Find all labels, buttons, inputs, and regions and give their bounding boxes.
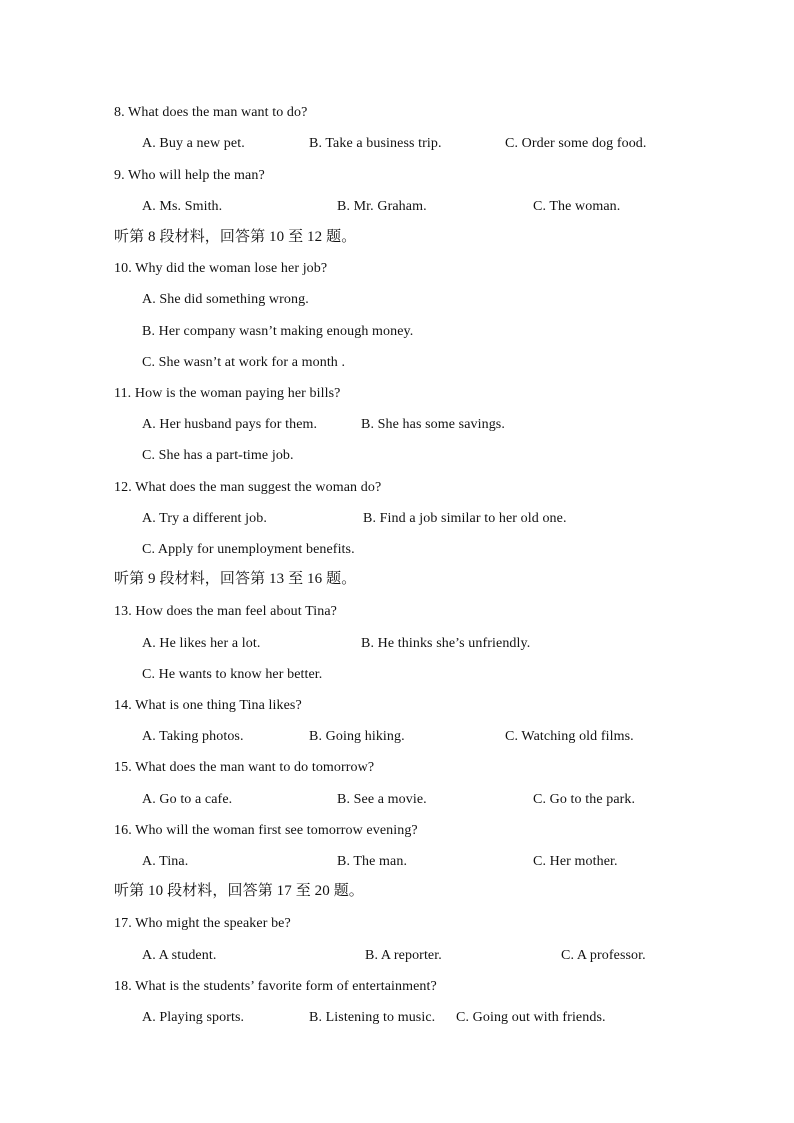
- question-18-option-c: C. Going out with friends.: [456, 1010, 606, 1025]
- question-17-option-a: A. A student.: [142, 948, 217, 963]
- question-16-stem: 16. Who will the woman first see tomorrow evening?: [114, 823, 418, 838]
- question-14-option-a: A. Taking photos.: [142, 729, 244, 744]
- question-16-option-b: B. The man.: [337, 854, 408, 869]
- question-12-option-c: C. Apply for unemployment benefits.: [142, 542, 355, 557]
- question-18-option-b: B. Listening to music.: [309, 1010, 436, 1025]
- question-12-stem: 12. What does the man suggest the woman do?: [114, 480, 382, 495]
- section-10-heading: 听第 10 段材料，回答第 17 至 20 题。: [114, 883, 364, 899]
- question-8-option-a: A. Buy a new pet.: [142, 136, 245, 151]
- question-9-option-a: A. Ms. Smith.: [142, 199, 223, 214]
- question-12-option-b: B. Find a job similar to her old one.: [363, 511, 567, 526]
- question-15-option-c: C. Go to the park.: [533, 792, 636, 807]
- question-11-stem: 11. How is the woman paying her bills?: [114, 386, 341, 401]
- question-10-option-c: C. She wasn’t at work for a month .: [142, 355, 346, 370]
- question-15-option-b: B. See a movie.: [337, 792, 427, 807]
- question-8-option-c: C. Order some dog food.: [505, 136, 647, 151]
- question-13-option-c: C. He wants to know her better.: [142, 667, 323, 682]
- question-18-stem: 18. What is the students’ favorite form of entertainment?: [114, 979, 437, 994]
- question-8-stem: 8. What does the man want to do?: [114, 105, 308, 120]
- section-9-heading: 听第 9 段材料，回答第 13 至 16 题。: [114, 571, 357, 587]
- question-10-option-a: A. She did something wrong.: [142, 292, 309, 307]
- question-13-option-a: A. He likes her a lot.: [142, 636, 261, 651]
- question-13-option-b: B. He thinks she’s unfriendly.: [361, 636, 531, 651]
- question-10-stem: 10. Why did the woman lose her job?: [114, 261, 328, 276]
- question-9-option-c: C. The woman.: [533, 199, 621, 214]
- question-11-option-b: B. She has some savings.: [361, 417, 505, 432]
- question-17-option-c: C. A professor.: [561, 948, 646, 963]
- question-10-option-b: B. Her company wasn’t making enough money.: [142, 324, 414, 339]
- question-13-stem: 13. How does the man feel about Tina?: [114, 604, 337, 619]
- question-11-option-c: C. She has a part-time job.: [142, 448, 294, 463]
- question-15-option-a: A. Go to a cafe.: [142, 792, 233, 807]
- question-14-option-b: B. Going hiking.: [309, 729, 405, 744]
- question-8-option-b: B. Take a business trip.: [309, 136, 442, 151]
- section-8-heading: 听第 8 段材料，回答第 10 至 12 题。: [114, 229, 357, 245]
- question-16-option-c: C. Her mother.: [533, 854, 618, 869]
- question-15-stem: 15. What does the man want to do tomorrow?: [114, 760, 375, 775]
- question-17-option-b: B. A reporter.: [365, 948, 442, 963]
- question-14-option-c: C. Watching old films.: [505, 729, 634, 744]
- question-9-option-b: B. Mr. Graham.: [337, 199, 427, 214]
- question-16-option-a: A. Tina.: [142, 854, 189, 869]
- question-9-stem: 9. Who will help the man?: [114, 168, 265, 183]
- question-17-stem: 17. Who might the speaker be?: [114, 916, 291, 931]
- question-11-option-a: A. Her husband pays for them.: [142, 417, 318, 432]
- question-18-option-a: A. Playing sports.: [142, 1010, 245, 1025]
- question-14-stem: 14. What is one thing Tina likes?: [114, 698, 302, 713]
- question-12-option-a: A. Try a different job.: [142, 511, 267, 526]
